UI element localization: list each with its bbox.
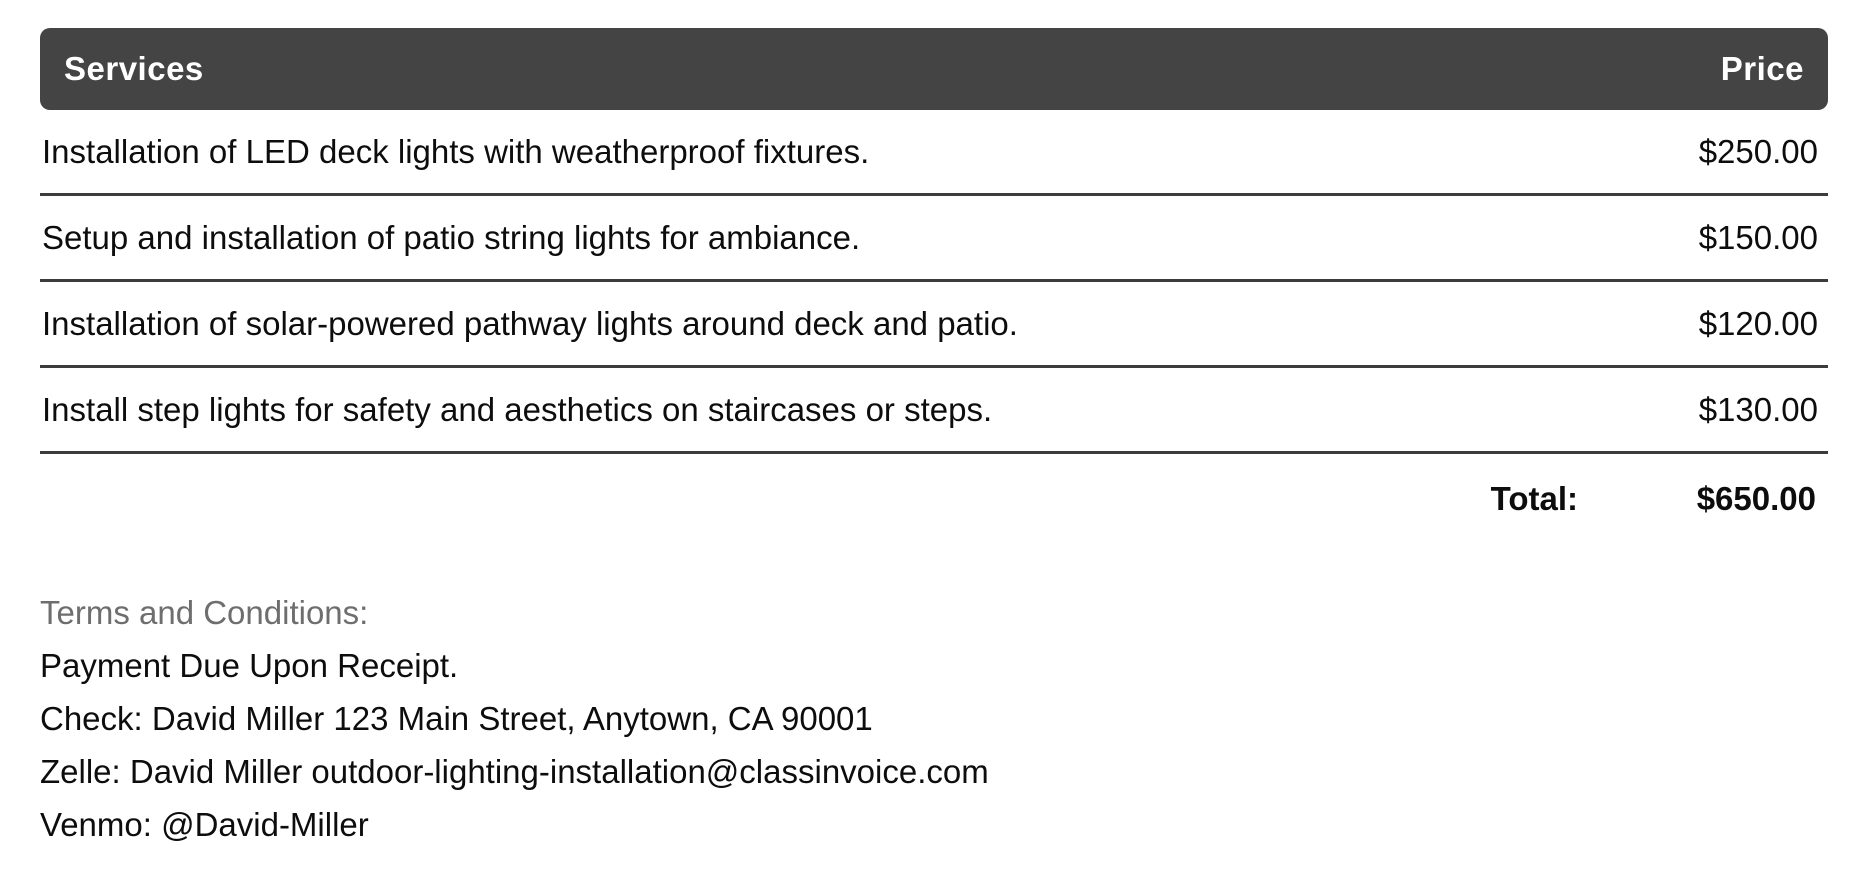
terms-and-conditions [40, 586, 1828, 851]
total-label: Total: [1490, 480, 1578, 517]
terms-line-payment: Payment Due Upon Receipt. [40, 647, 459, 684]
service-description: Installation of LED deck lights with weatherproof fixtures. [42, 132, 870, 170]
service-price: $120.00 [1698, 304, 1818, 342]
table-row [40, 282, 1828, 368]
service-price: $130.00 [1698, 390, 1818, 428]
terms-heading: Terms and Conditions: [40, 594, 369, 631]
service-description: Install step lights for safety and aesthetics on staircases or steps. [42, 390, 993, 428]
service-price: $250.00 [1698, 132, 1818, 170]
total-row [40, 454, 1828, 544]
services-column-header: Services [64, 50, 204, 87]
table-row [40, 368, 1828, 454]
terms-line-venmo: Venmo: @David-Miller [40, 806, 369, 843]
service-description: Setup and installation of patio string lights for ambiance. [42, 218, 861, 256]
price-column-header: Price [1720, 50, 1804, 87]
service-price: $150.00 [1698, 218, 1818, 256]
table-row [40, 196, 1828, 282]
terms-line-zelle: Zelle: David Miller outdoor-lighting-installation@classinvoice.com [40, 753, 989, 790]
service-description: Installation of solar-powered pathway lights around deck and patio. [42, 304, 1018, 342]
services-table-header [40, 28, 1828, 110]
table-row [40, 110, 1828, 196]
terms-line-check: Check: David Miller 123 Main Street, Anytown, CA 90001 [40, 700, 873, 737]
total-value: $650.00 [1696, 480, 1816, 517]
